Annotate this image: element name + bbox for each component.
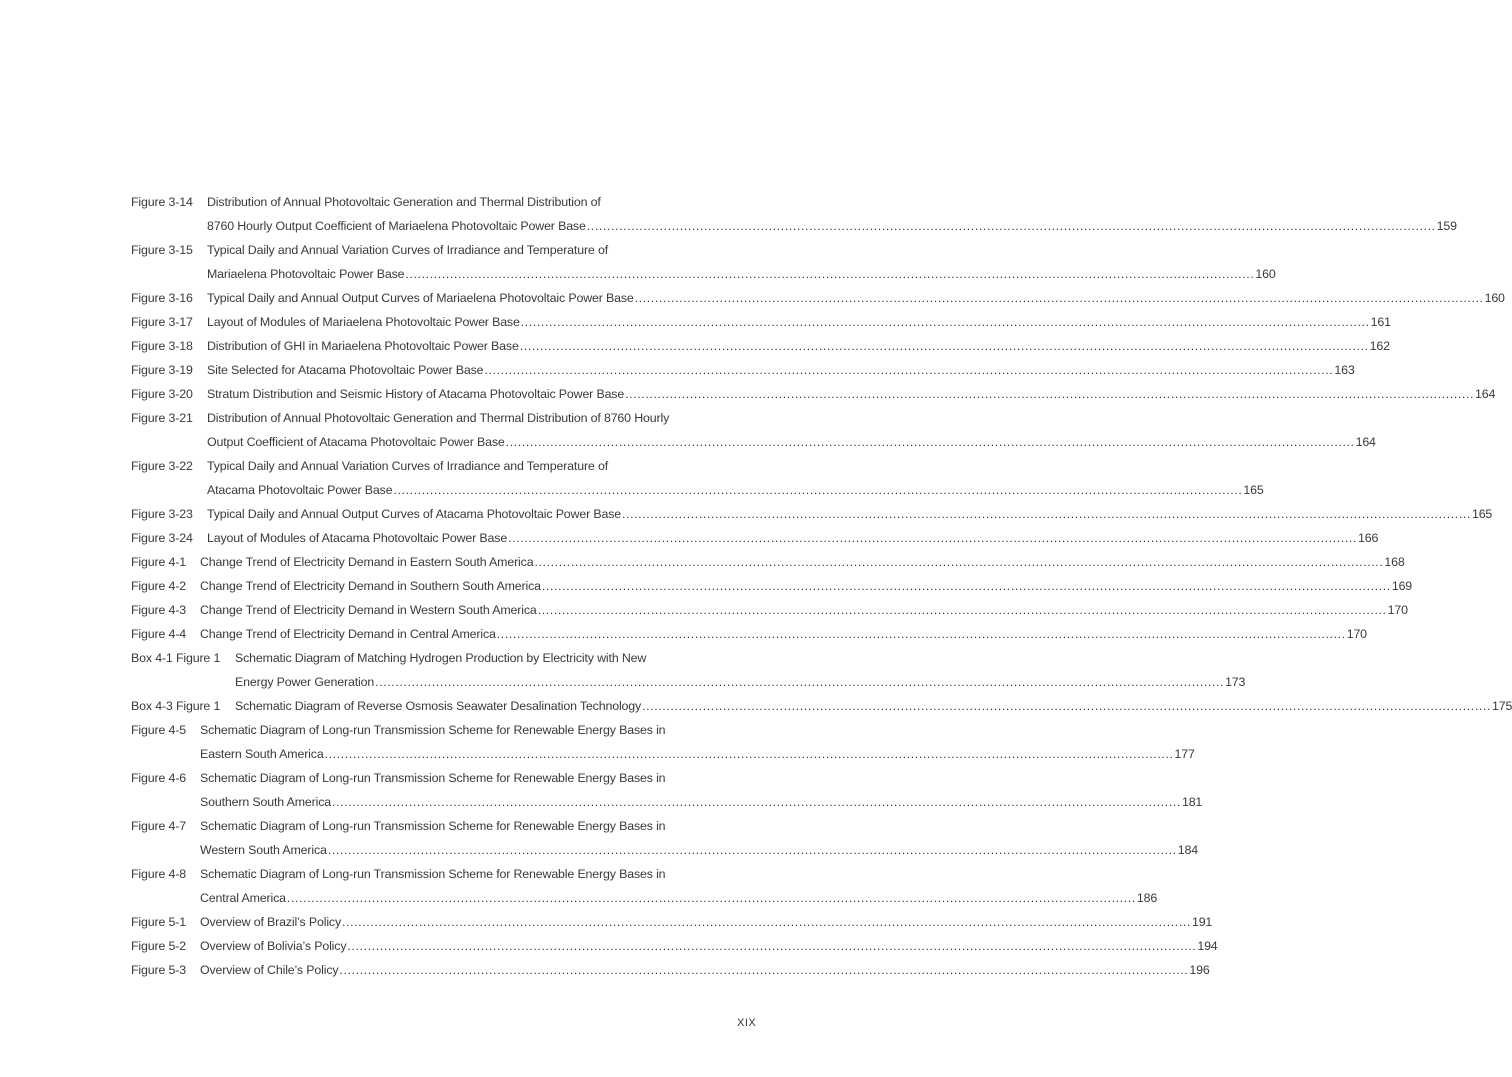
toc-entry[interactable] — [131, 193, 1457, 241]
figure-label: Figure 4-6 — [131, 771, 186, 785]
entry-line — [131, 361, 1355, 385]
figure-title: Change Trend of Electricity Demand in Central America — [200, 627, 496, 641]
figure-label: Figure 5-3 — [131, 963, 186, 977]
page-ref[interactable]: 162 — [1369, 339, 1390, 353]
figure-label: Figure 3-17 — [131, 315, 193, 329]
figure-label: Figure 5-1 — [131, 915, 186, 929]
toc-entry[interactable] — [131, 409, 1376, 457]
entry-line — [131, 241, 691, 265]
entry-line — [131, 289, 1505, 313]
page-ref[interactable]: 159 — [1436, 219, 1457, 233]
figure-title: Schematic Diagram of Long-run Transmission Scheme for Renewable Energy Bases in — [200, 723, 666, 737]
dot-leader: .................................................................................................................................................................................................................. — [508, 531, 1358, 545]
figure-title: Change Trend of Electricity Demand in Southern South America — [200, 579, 541, 593]
entry-line — [131, 265, 1276, 289]
toc-entry[interactable] — [131, 865, 1158, 913]
figure-label: Figure 3-16 — [131, 291, 193, 305]
toc-entry[interactable] — [131, 697, 1512, 721]
dot-leader: .................................................................................................................................................................................................................. — [625, 387, 1475, 401]
figure-title: Overview of Bolivia’s Policy — [200, 939, 347, 953]
page-ref[interactable]: 160 — [1484, 291, 1505, 305]
entry-line — [131, 385, 1496, 409]
figure-title: 8760 Hourly Output Coefficient of Mariaelena Photovoltaic Power Base — [207, 219, 586, 233]
page-ref[interactable]: 165 — [1243, 483, 1264, 497]
dot-leader: .................................................................................................................................................................................................................. — [342, 915, 1191, 929]
figure-title: Layout of Modules of Mariaelena Photovoltaic Power Base — [207, 315, 520, 329]
toc-entry[interactable] — [131, 505, 1493, 529]
entry-line — [131, 745, 1195, 769]
page-ref[interactable]: 194 — [1197, 939, 1218, 953]
page-ref[interactable]: 170 — [1346, 627, 1367, 641]
figure-label: Figure 3-20 — [131, 387, 193, 401]
page-ref[interactable]: 184 — [1177, 843, 1198, 857]
dot-leader: .................................................................................................................................................................................................................. — [332, 795, 1181, 809]
toc-entry[interactable] — [131, 457, 1264, 505]
page-ref[interactable]: 169 — [1391, 579, 1413, 593]
page-ref[interactable]: 191 — [1191, 915, 1213, 929]
figure-title: Energy Power Generation — [235, 675, 375, 689]
toc-entry[interactable] — [131, 553, 1405, 577]
entry-line — [131, 481, 1264, 505]
dot-leader: .................................................................................................................................................................................................................. — [541, 579, 1391, 593]
figure-title: Central America — [200, 891, 286, 905]
entry-line — [131, 961, 1210, 985]
figure-label: Figure 4-8 — [131, 867, 186, 881]
page-number: XIX — [737, 1017, 757, 1029]
entry-line — [131, 337, 1390, 361]
dot-leader: .................................................................................................................................................................................................................. — [324, 747, 1174, 761]
figure-title: Distribution of GHI in Mariaelena Photovoltaic Power Base — [207, 339, 519, 353]
entry-line — [131, 577, 1413, 601]
figure-label: Figure 3-24 — [131, 531, 193, 545]
dot-leader: .................................................................................................................................................................................................................. — [642, 699, 1492, 713]
page-ref[interactable]: 164 — [1475, 387, 1496, 401]
figure-label: Figure 4-1 — [131, 555, 186, 569]
page-ref[interactable]: 170 — [1387, 603, 1408, 617]
page-ref[interactable]: 163 — [1334, 363, 1355, 377]
figure-title: Site Selected for Atacama Photovoltaic Power Base — [207, 363, 484, 377]
dot-leader: .................................................................................................................................................................................................................. — [484, 363, 1334, 377]
list-of-figures — [131, 193, 1512, 985]
entry-line — [131, 457, 691, 481]
entry-line — [131, 529, 1379, 553]
figure-title: Overview of Chile’s Policy — [200, 963, 339, 977]
figure-label: Figure 4-5 — [131, 723, 186, 737]
page-ref[interactable]: 160 — [1255, 267, 1276, 281]
entry-line — [131, 793, 1203, 817]
dot-leader: .................................................................................................................................................................................................................. — [286, 891, 1136, 905]
toc-entry[interactable] — [131, 385, 1496, 409]
dot-leader: .................................................................................................................................................................................................................. — [405, 267, 1255, 281]
toc-entry[interactable] — [131, 649, 1246, 697]
dot-leader: .................................................................................................................................................................................................................. — [505, 435, 1355, 449]
entry-line — [131, 193, 691, 217]
toc-entry[interactable] — [131, 241, 1276, 289]
toc-entry[interactable] — [131, 289, 1505, 313]
figure-title: Schematic Diagram of Long-run Transmission Scheme for Renewable Energy Bases in — [200, 819, 666, 833]
entry-line — [131, 913, 1213, 937]
figure-title: Atacama Photovoltaic Power Base — [207, 483, 393, 497]
dot-leader: .................................................................................................................................................................................................................. — [520, 315, 1370, 329]
figure-label: Figure 4-2 — [131, 579, 186, 593]
figure-title: Change Trend of Electricity Demand in Western South America — [200, 603, 537, 617]
page-ref[interactable]: 181 — [1181, 795, 1203, 809]
entry-line — [131, 937, 1218, 961]
figure-title: Schematic Diagram of Matching Hydrogen Production by Electricity with New — [235, 651, 647, 665]
figure-title: Change Trend of Electricity Demand in Eastern South America — [200, 555, 534, 569]
figure-title: Schematic Diagram of Long-run Transmission Scheme for Renewable Energy Bases in — [200, 867, 666, 881]
entry-line — [131, 553, 1405, 577]
figure-title: Overview of Brazil’s Policy — [200, 915, 342, 929]
page-ref[interactable]: 177 — [1174, 747, 1195, 761]
figure-label: Figure 4-3 — [131, 603, 186, 617]
figure-title: Mariaelena Photovoltaic Power Base — [207, 267, 405, 281]
entry-line — [131, 769, 691, 793]
toc-entry[interactable] — [131, 625, 1367, 649]
dot-leader: .................................................................................................................................................................................................................. — [519, 339, 1369, 353]
page-ref[interactable]: 166 — [1358, 531, 1379, 545]
toc-entry[interactable] — [131, 313, 1391, 337]
figure-label: Figure 4-4 — [131, 627, 186, 641]
toc-entry[interactable] — [131, 721, 1195, 769]
figure-label: Figure 5-2 — [131, 939, 186, 953]
toc-entry[interactable] — [131, 361, 1355, 385]
figure-title: Southern South America — [200, 795, 332, 809]
figure-title: Output Coefficient of Atacama Photovoltaic Power Base — [207, 435, 505, 449]
entry-line — [131, 889, 1158, 913]
figure-title: Distribution of Annual Photovoltaic Generation and Thermal Distribution of 8760 Hourly — [207, 411, 670, 425]
figure-title: Distribution of Annual Photovoltaic Generation and Thermal Distribution of — [207, 195, 601, 209]
toc-entry[interactable] — [131, 769, 1203, 817]
page-ref[interactable]: 175 — [1492, 699, 1512, 713]
entry-line — [131, 673, 1246, 697]
dot-leader: .................................................................................................................................................................................................................. — [534, 555, 1384, 569]
page-ref[interactable]: 168 — [1384, 555, 1405, 569]
figure-title: Typical Daily and Annual Variation Curves of Irradiance and Temperature of — [207, 243, 609, 257]
entry-line — [131, 409, 691, 433]
entry-line — [131, 817, 691, 841]
figure-label: Figure 3-14 — [131, 195, 193, 209]
figure-title: Western South America — [200, 843, 327, 857]
dot-leader: .................................................................................................................................................................................................................. — [537, 603, 1387, 617]
figure-label: Figure 3-23 — [131, 507, 193, 521]
figure-title: Schematic Diagram of Long-run Transmission Scheme for Renewable Energy Bases in — [200, 771, 666, 785]
figure-label: Figure 4-7 — [131, 819, 186, 833]
figure-label: Box 4-3 Figure 1 — [131, 699, 221, 713]
figure-title: Typical Daily and Annual Output Curves of Mariaelena Photovoltaic Power Base — [207, 291, 634, 305]
page-ref[interactable]: 196 — [1189, 963, 1210, 977]
figure-title: Layout of Modules of Atacama Photovoltaic Power Base — [207, 531, 508, 545]
entry-line — [131, 625, 1367, 649]
figure-title: Typical Daily and Annual Output Curves of Atacama Photovoltaic Power Base — [207, 507, 622, 521]
entry-line — [131, 505, 1493, 529]
entry-line — [131, 721, 691, 745]
toc-entry[interactable] — [131, 529, 1379, 553]
figure-label: Figure 3-21 — [131, 411, 193, 425]
figure-title: Schematic Diagram of Reverse Osmosis Seawater Desalination Technology — [235, 699, 642, 713]
entry-line — [131, 601, 1408, 625]
dot-leader: .................................................................................................................................................................................................................. — [393, 483, 1243, 497]
figure-label: Figure 3-19 — [131, 363, 193, 377]
page-ref[interactable]: 165 — [1471, 507, 1493, 521]
toc-entry[interactable] — [131, 601, 1408, 625]
dot-leader: .................................................................................................................................................................................................................. — [622, 507, 1471, 521]
dot-leader: .................................................................................................................................................................................................................. — [586, 219, 1436, 233]
dot-leader: .................................................................................................................................................................................................................. — [375, 675, 1225, 689]
dot-leader: .................................................................................................................................................................................................................. — [634, 291, 1484, 305]
page-ref[interactable]: 164 — [1355, 435, 1376, 449]
figure-label: Figure 3-22 — [131, 459, 193, 473]
dot-leader: .................................................................................................................................................................................................................. — [347, 939, 1197, 953]
page-ref[interactable]: 161 — [1370, 315, 1391, 329]
figure-label: Figure 3-18 — [131, 339, 193, 353]
figure-title: Stratum Distribution and Seismic History of Atacama Photovoltaic Power Base — [207, 387, 625, 401]
dot-leader: .................................................................................................................................................................................................................. — [327, 843, 1177, 857]
toc-entry[interactable] — [131, 913, 1213, 937]
figure-title: Typical Daily and Annual Variation Curves of Irradiance and Temperature of — [207, 459, 609, 473]
entry-line — [131, 841, 1198, 865]
entry-line — [131, 865, 691, 889]
dot-leader: .................................................................................................................................................................................................................. — [339, 963, 1189, 977]
toc-entry[interactable] — [131, 337, 1390, 361]
toc-entry[interactable] — [131, 937, 1218, 961]
figure-title: Eastern South America — [200, 747, 324, 761]
page-ref[interactable]: 186 — [1136, 891, 1158, 905]
page-ref[interactable]: 173 — [1225, 675, 1246, 689]
entry-line — [131, 313, 1391, 337]
dot-leader: .................................................................................................................................................................................................................. — [496, 627, 1346, 641]
figure-label: Box 4-1 Figure 1 — [131, 651, 221, 665]
toc-entry[interactable] — [131, 961, 1210, 985]
figure-label: Figure 3-15 — [131, 243, 193, 257]
entry-line — [131, 217, 1457, 241]
entry-line — [131, 433, 1376, 457]
toc-entry[interactable] — [131, 817, 1198, 865]
toc-entry[interactable] — [131, 577, 1413, 601]
